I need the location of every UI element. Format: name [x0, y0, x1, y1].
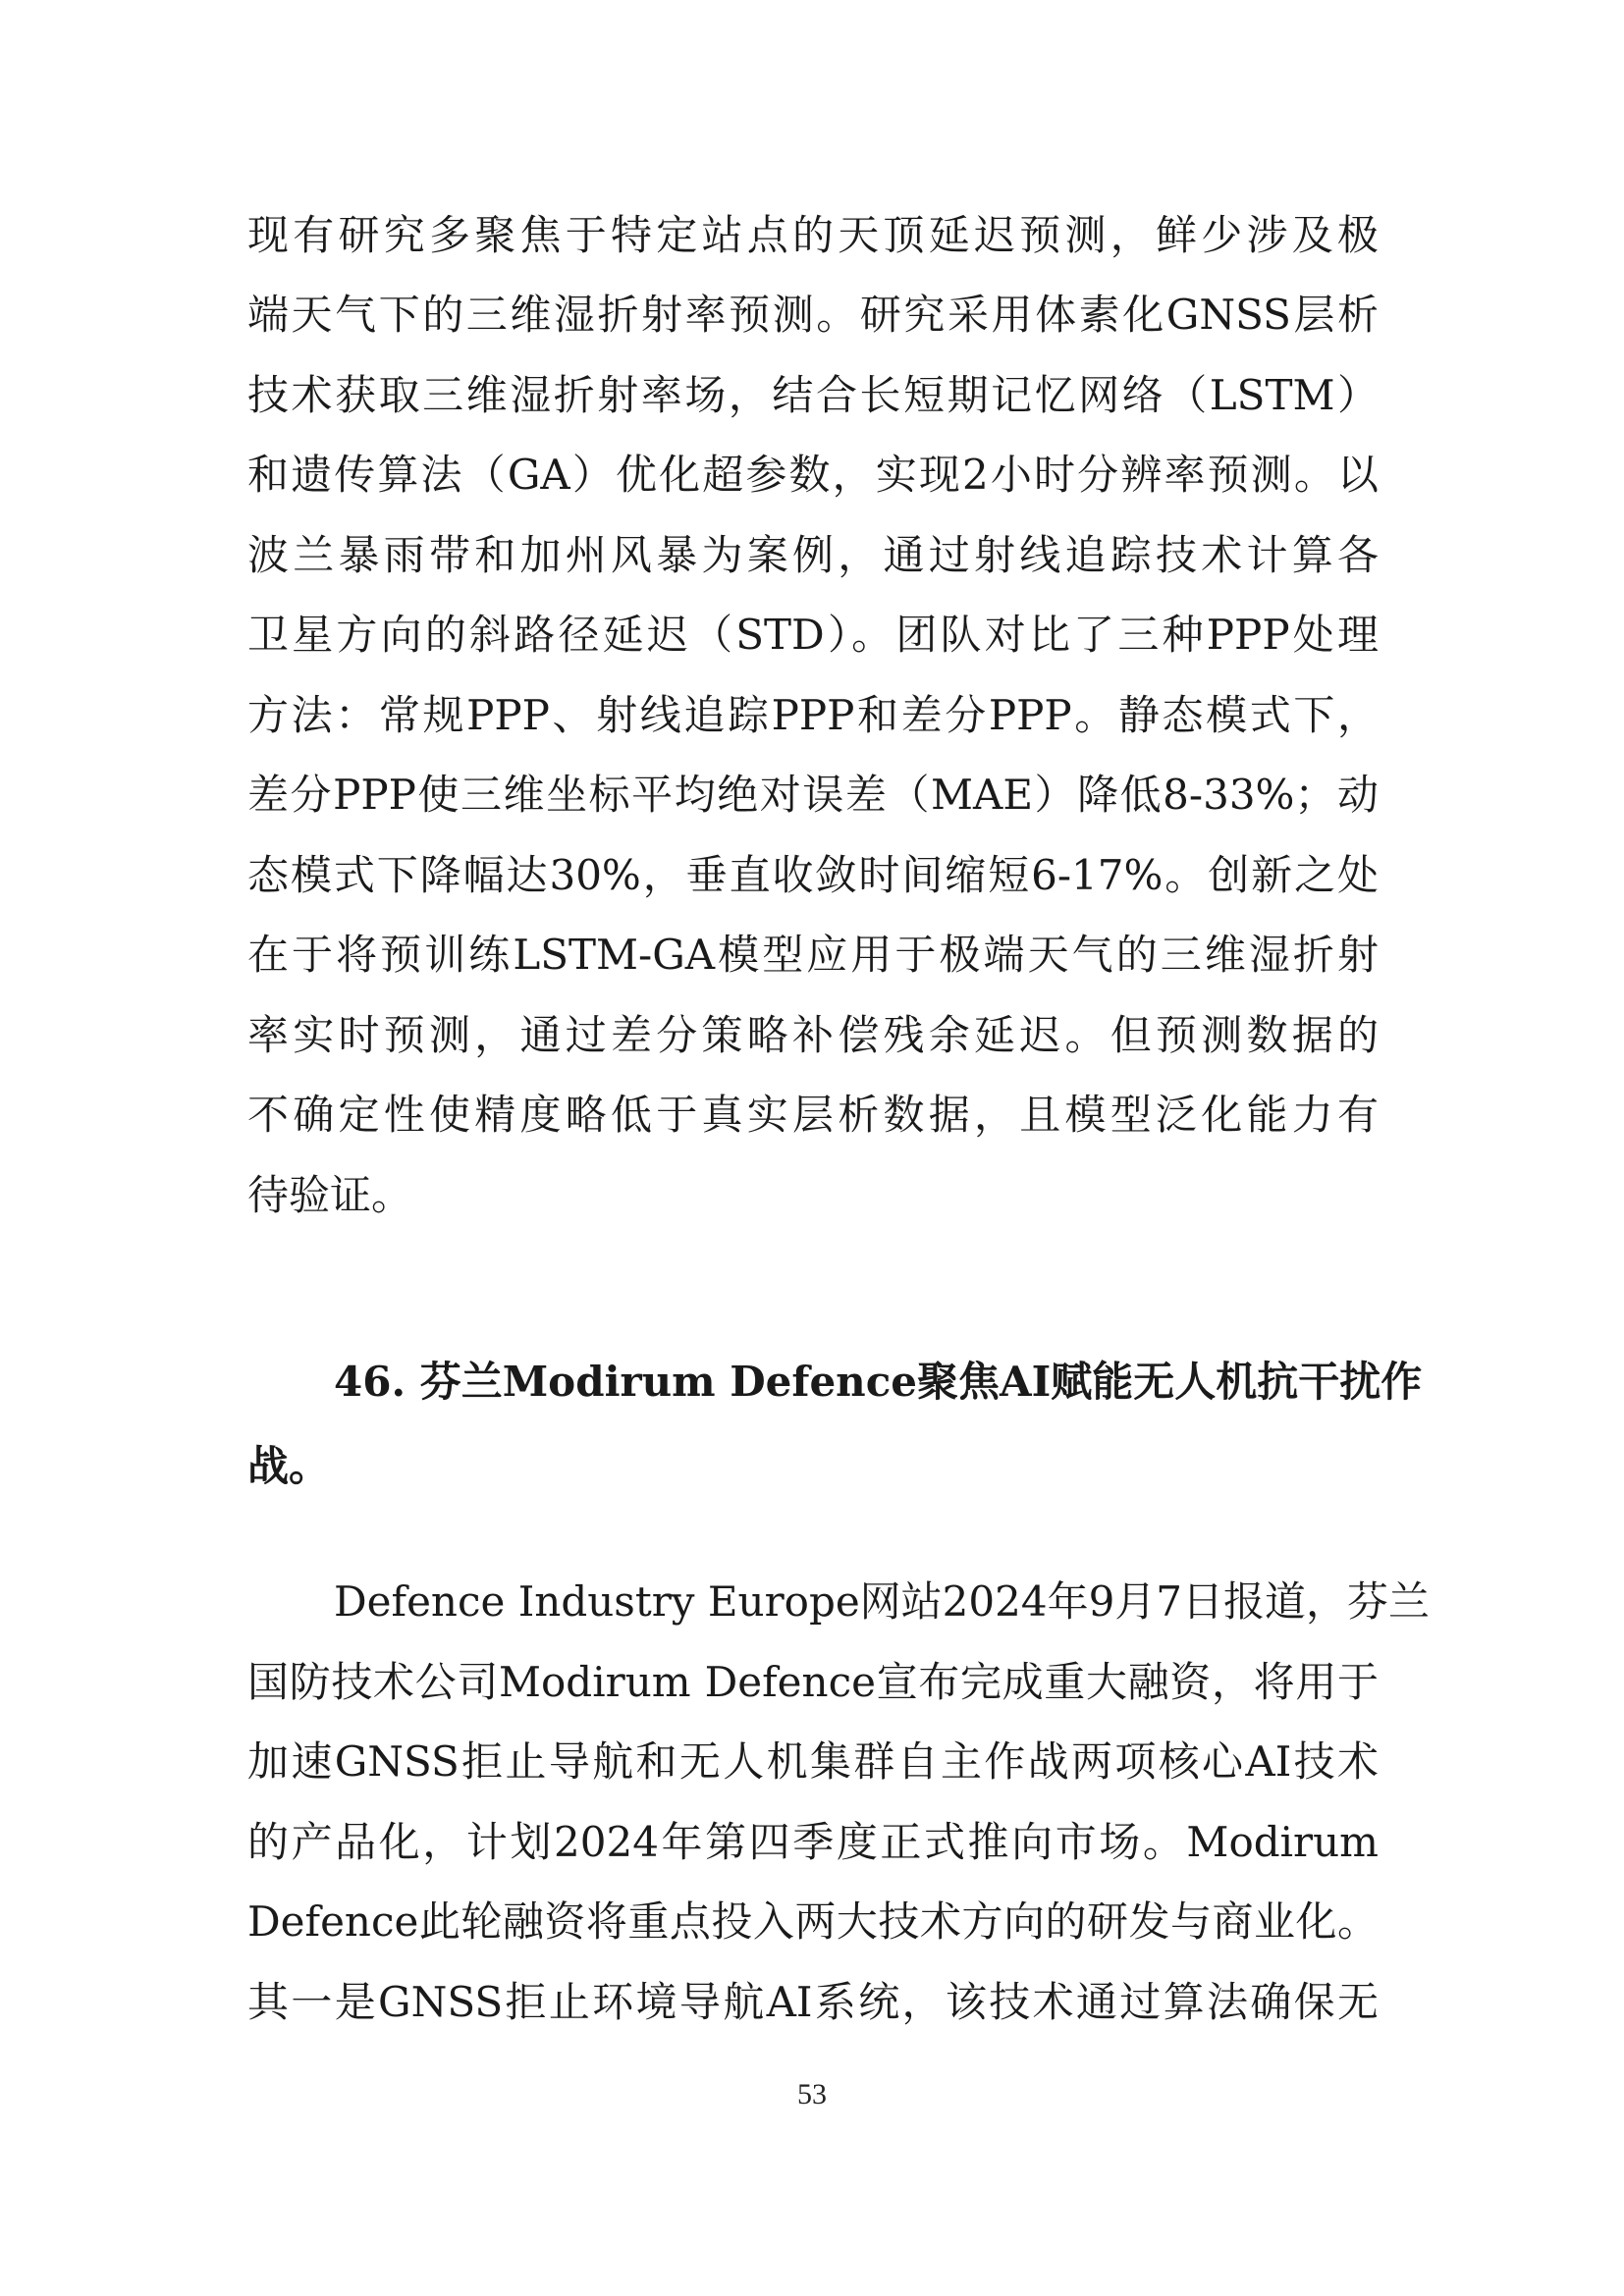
text-line: 不确定性使精度略低于真实层析数据，且模型泛化能力有 [247, 1091, 1379, 1139]
text-line: 态模式下降幅达30%，垂直收敛时间缩短6-17%。创新之处 [247, 851, 1379, 899]
heading-line: 46. 芬兰Modirum Defence聚焦AI赋能无人机抗干扰作 [334, 1358, 1423, 1406]
text-line: 国防技术公司Modirum Defence宣布完成重大融资，将用于 [247, 1658, 1379, 1706]
text-line: 其一是GNSS拒止环境导航AI系统，该技术通过算法确保无 [247, 1978, 1379, 2026]
text-line: 率实时预测，通过差分策略补偿残余延迟。但预测数据的 [247, 1011, 1379, 1059]
text-line: 加速GNSS拒止导航和无人机集群自主作战两项核心AI技术 [247, 1737, 1379, 1786]
text-line: Defence Industry Europe网站2024年9月7日报道，芬兰 [334, 1577, 1431, 1626]
text-line: 现有研究多聚焦于特定站点的天顶延迟预测，鲜少涉及极 [247, 211, 1379, 259]
text-line: 待验证。 [247, 1171, 413, 1219]
text-line: 技术获取三维湿折射率场，结合长短期记忆网络（LSTM） [247, 371, 1379, 419]
text-line: 的产品化，计划2024年第四季度正式推向市场。Modirum [247, 1818, 1379, 1866]
page-number: 53 [797, 2078, 827, 2110]
heading-line: 战。 [247, 1442, 331, 1490]
text-line: 波兰暴雨带和加州风暴为案例，通过射线追踪技术计算各 [247, 531, 1379, 579]
text-line: 差分PPP使三维坐标平均绝对误差（MAE）降低8-33%；动 [247, 771, 1379, 819]
text-line: 方法：常规PPP、射线追踪PPP和差分PPP。静态模式下， [247, 691, 1379, 739]
text-line: 在于将预训练LSTM-GA模型应用于极端天气的三维湿折射 [247, 931, 1379, 979]
text-line: Defence此轮融资将重点投入两大技术方向的研发与商业化。 [247, 1897, 1379, 1946]
text-line: 卫星方向的斜路径延迟（STD）。团队对比了三种PPP处理 [247, 611, 1379, 659]
text-line: 端天气下的三维湿折射率预测。研究采用体素化GNSS层析 [247, 291, 1379, 339]
text-line: 和遗传算法（GA）优化超参数，实现2小时分辨率预测。以 [247, 451, 1379, 499]
